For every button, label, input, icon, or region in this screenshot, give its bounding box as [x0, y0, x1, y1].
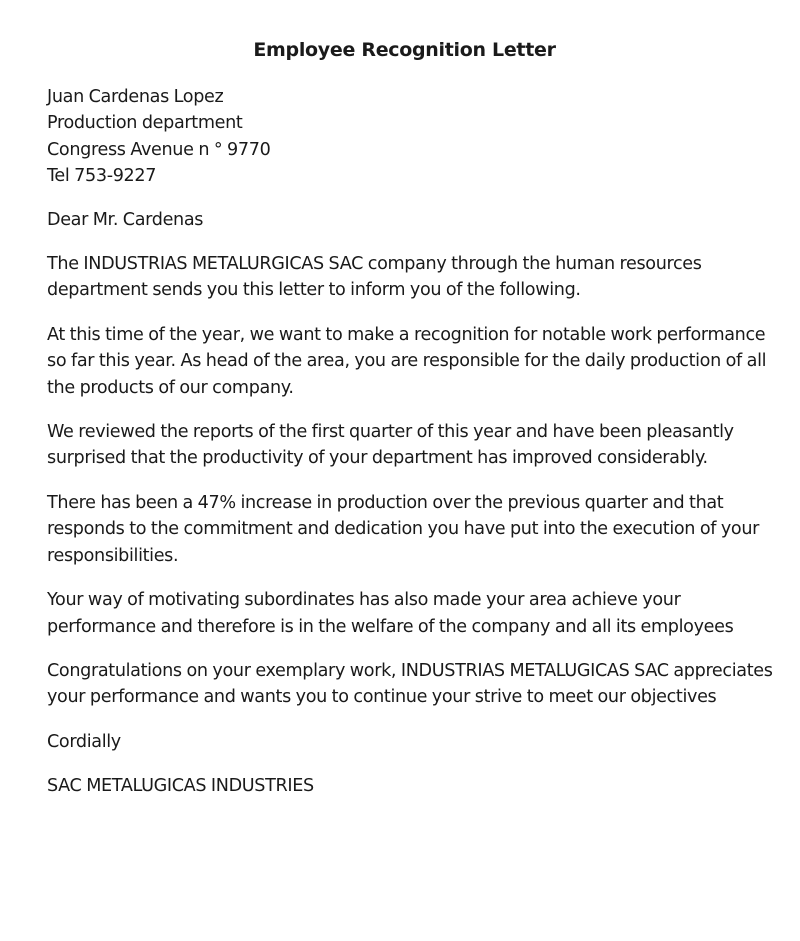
recipient-phone: Tel 753-9227	[47, 166, 157, 187]
recipient-name: Juan Cardenas Lopez	[47, 87, 224, 107]
recipient-department: Production department	[47, 113, 243, 134]
salutation: Dear Mr. Cardenas	[47, 209, 204, 230]
body-paragraph-3: We reviewed the reports of the first quarter of this year and have been pleasantly surprised that the productivity of your department has improved considerably.	[47, 422, 734, 469]
signature: SAC METALUGICAS INDUSTRIES	[47, 776, 314, 797]
recipient-address: Congress Avenue n ° 9770	[47, 139, 271, 160]
letter-body	[47, 251, 776, 711]
body-paragraph-5: Your way of motivating subordinates has also made your area achieve your performance and therefore is in the welfare of the company and all its employees	[47, 590, 734, 637]
body-paragraph-1: The INDUSTRIAS METALURGICAS SAC company through the human resources department sends you this letter to inform you of the following.	[47, 254, 702, 301]
body-paragraph-6: Congratulations on your exemplary work, INDUSTRIAS METALUGICAS SAC appreciates your performance and wants you to continue your strive to meet our objectives	[47, 660, 773, 708]
letter-title: Employee Recognition Letter	[253, 39, 556, 61]
closing: Cordially	[47, 731, 121, 752]
body-paragraph-4: There has been a 47% increase in production over the previous quarter and that responds to the commitment and dedication you have put into the execution of your responsibilities.	[47, 492, 759, 566]
body-paragraph-2: At this time of the year, we want to make a recognition for notable work performance so far this year. As head of the area, you are responsible for the daily production of all the products of our company.	[47, 324, 767, 398]
recipient-address-block	[47, 84, 776, 190]
